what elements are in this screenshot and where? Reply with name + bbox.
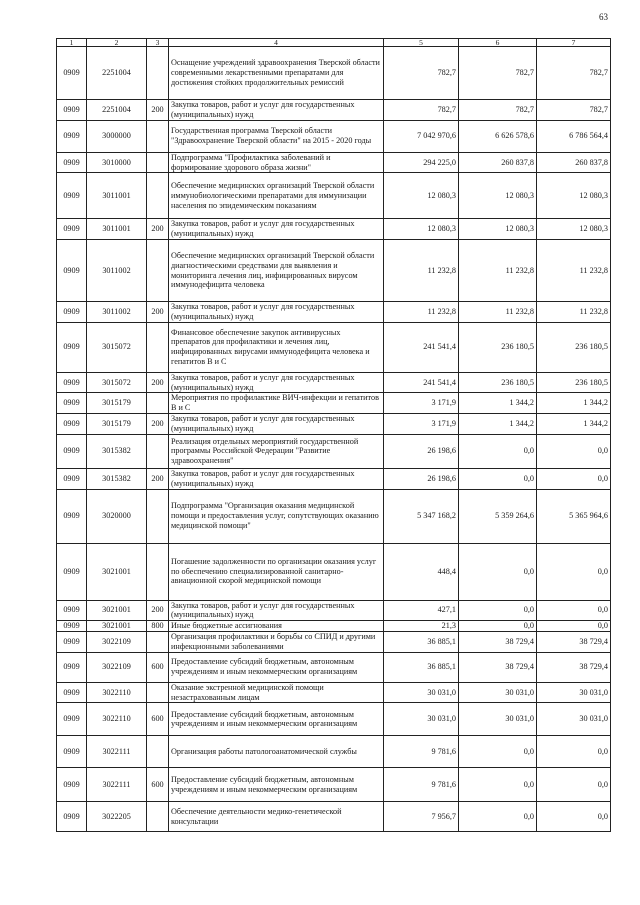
section-code-cell: 0909 — [57, 372, 87, 393]
target-code-cell: 3000000 — [87, 120, 147, 152]
item-name-cell: Закупка товаров, работ и услуг для государственных (муниципальных) нужд — [169, 600, 384, 621]
target-code-cell: 3022110 — [87, 682, 147, 703]
section-code-cell: 0909 — [57, 802, 87, 832]
amount-col6-cell: 6 626 578,6 — [459, 120, 537, 152]
table-row — [57, 632, 611, 653]
table-row — [57, 703, 611, 736]
column-number: 6 — [459, 39, 537, 47]
column-number-row — [57, 39, 611, 47]
amount-col5-cell: 448,4 — [384, 543, 459, 600]
amount-col5-cell: 294 225,0 — [384, 152, 459, 173]
amount-col7-cell: 0,0 — [537, 768, 611, 802]
amount-col5-cell: 12 080,3 — [384, 219, 459, 240]
target-code-cell: 3021001 — [87, 621, 147, 632]
target-code-cell: 3020000 — [87, 489, 147, 543]
section-code-cell: 0909 — [57, 468, 87, 489]
section-code-cell: 0909 — [57, 600, 87, 621]
table-row — [57, 621, 611, 632]
target-code-cell: 3015382 — [87, 468, 147, 489]
target-code-cell: 3022111 — [87, 768, 147, 802]
item-name-cell: Закупка товаров, работ и услуг для государственных (муниципальных) нужд — [169, 219, 384, 240]
amount-col7-cell: 0,0 — [537, 621, 611, 632]
amount-col6-cell: 0,0 — [459, 468, 537, 489]
target-code-cell: 3011001 — [87, 173, 147, 219]
item-name-cell: Закупка товаров, работ и услуг для государственных (муниципальных) нужд — [169, 414, 384, 435]
amount-col5-cell: 12 080,3 — [384, 173, 459, 219]
section-code-cell: 0909 — [57, 100, 87, 121]
section-code-cell: 0909 — [57, 302, 87, 323]
amount-col7-cell: 0,0 — [537, 736, 611, 768]
table-row — [57, 682, 611, 703]
amount-col7-cell: 30 031,0 — [537, 703, 611, 736]
table-row — [57, 120, 611, 152]
amount-col7-cell: 38 729,4 — [537, 652, 611, 682]
target-code-cell: 2251004 — [87, 100, 147, 121]
amount-col7-cell: 38 729,4 — [537, 632, 611, 653]
expense-type-cell: 200 — [147, 302, 169, 323]
amount-col6-cell: 11 232,8 — [459, 302, 537, 323]
item-name-cell: Иные бюджетные ассигнования — [169, 621, 384, 632]
amount-col6-cell: 0,0 — [459, 736, 537, 768]
expense-type-cell — [147, 152, 169, 173]
amount-col7-cell: 12 080,3 — [537, 219, 611, 240]
amount-col6-cell: 38 729,4 — [459, 652, 537, 682]
amount-col6-cell: 782,7 — [459, 47, 537, 100]
target-code-cell: 3011002 — [87, 240, 147, 302]
target-code-cell: 3021001 — [87, 600, 147, 621]
amount-col5-cell: 241 541,4 — [384, 372, 459, 393]
amount-col6-cell: 782,7 — [459, 100, 537, 121]
expense-type-cell: 200 — [147, 600, 169, 621]
item-name-cell: Предоставление субсидий бюджетным, автономным учреждениям и иным некоммерческим организациям — [169, 652, 384, 682]
section-code-cell: 0909 — [57, 434, 87, 468]
expense-type-cell: 800 — [147, 621, 169, 632]
amount-col5-cell: 7 956,7 — [384, 802, 459, 832]
amount-col5-cell: 3 171,9 — [384, 393, 459, 414]
amount-col6-cell: 30 031,0 — [459, 703, 537, 736]
amount-col6-cell: 11 232,8 — [459, 240, 537, 302]
item-name-cell: Реализация отдельных мероприятий государственной программы Российской Федерации "Развитие здравоохранения" — [169, 434, 384, 468]
amount-col6-cell: 0,0 — [459, 802, 537, 832]
section-code-cell: 0909 — [57, 652, 87, 682]
column-number: 3 — [147, 39, 169, 47]
item-name-cell: Предоставление субсидий бюджетным, автономным учреждениям и иным некоммерческим организациям — [169, 768, 384, 802]
table-row — [57, 802, 611, 832]
target-code-cell: 3022111 — [87, 736, 147, 768]
amount-col5-cell: 26 198,6 — [384, 468, 459, 489]
section-code-cell: 0909 — [57, 703, 87, 736]
target-code-cell: 3022109 — [87, 632, 147, 653]
table-row — [57, 393, 611, 414]
amount-col7-cell: 260 837,8 — [537, 152, 611, 173]
amount-col7-cell: 236 180,5 — [537, 372, 611, 393]
table-row — [57, 489, 611, 543]
item-name-cell: Государственная программа Тверской области "Здравоохранение Тверской области" на 2015 - 2020 годы — [169, 120, 384, 152]
amount-col7-cell: 6 786 564,4 — [537, 120, 611, 152]
amount-col7-cell: 782,7 — [537, 47, 611, 100]
item-name-cell: Мероприятия по профилактике ВИЧ-инфекции и гепатитов В и С — [169, 393, 384, 414]
expense-type-cell: 200 — [147, 219, 169, 240]
section-code-cell: 0909 — [57, 47, 87, 100]
table-row — [57, 372, 611, 393]
expense-type-cell — [147, 120, 169, 152]
expense-type-cell — [147, 393, 169, 414]
section-code-cell: 0909 — [57, 219, 87, 240]
section-code-cell: 0909 — [57, 682, 87, 703]
amount-col5-cell: 5 347 168,2 — [384, 489, 459, 543]
target-code-cell: 2251004 — [87, 47, 147, 100]
amount-col7-cell: 5 365 964,6 — [537, 489, 611, 543]
amount-col7-cell: 11 232,8 — [537, 240, 611, 302]
section-code-cell: 0909 — [57, 736, 87, 768]
expense-type-cell: 600 — [147, 652, 169, 682]
item-name-cell: Закупка товаров, работ и услуг для государственных (муниципальных) нужд — [169, 372, 384, 393]
section-code-cell: 0909 — [57, 543, 87, 600]
expense-type-cell — [147, 434, 169, 468]
item-name-cell: Закупка товаров, работ и услуг для государственных (муниципальных) нужд — [169, 468, 384, 489]
expense-type-cell — [147, 47, 169, 100]
target-code-cell: 3022205 — [87, 802, 147, 832]
target-code-cell: 3015072 — [87, 322, 147, 372]
item-name-cell: Предоставление субсидий бюджетным, автономным учреждениям и иным некоммерческим организациям — [169, 703, 384, 736]
item-name-cell: Погашение задолженности по организации оказания услуг по обеспечению специализированной санитарно-авиационной скорой медицинской помощи — [169, 543, 384, 600]
item-name-cell: Обеспечение медицинских организаций Тверской области иммунобиологическими препаратами для иммунизации населения по эпидемическим показаниям — [169, 173, 384, 219]
target-code-cell: 3011002 — [87, 302, 147, 323]
amount-col7-cell: 11 232,8 — [537, 302, 611, 323]
table-row — [57, 152, 611, 173]
page-number: 63 — [599, 12, 608, 22]
target-code-cell: 3015382 — [87, 434, 147, 468]
amount-col7-cell: 12 080,3 — [537, 173, 611, 219]
amount-col6-cell: 0,0 — [459, 768, 537, 802]
item-name-cell: Подпрограмма "Профилактика заболеваний и формирование здорового образа жизни" — [169, 152, 384, 173]
amount-col7-cell: 1 344,2 — [537, 414, 611, 435]
column-number: 1 — [57, 39, 87, 47]
table-row — [57, 652, 611, 682]
table-row — [57, 414, 611, 435]
expense-type-cell — [147, 240, 169, 302]
expense-type-cell — [147, 543, 169, 600]
item-name-cell: Организация профилактики и борьбы со СПИД и другими инфекционными заболеваниями — [169, 632, 384, 653]
item-name-cell: Закупка товаров, работ и услуг для государственных (муниципальных) нужд — [169, 302, 384, 323]
item-name-cell: Закупка товаров, работ и услуг для государственных (муниципальных) нужд — [169, 100, 384, 121]
amount-col5-cell: 30 031,0 — [384, 703, 459, 736]
amount-col5-cell: 26 198,6 — [384, 434, 459, 468]
amount-col5-cell: 11 232,8 — [384, 302, 459, 323]
amount-col7-cell: 0,0 — [537, 434, 611, 468]
expense-type-cell — [147, 802, 169, 832]
section-code-cell: 0909 — [57, 768, 87, 802]
amount-col5-cell: 36 885,1 — [384, 652, 459, 682]
expense-type-cell: 200 — [147, 372, 169, 393]
target-code-cell: 3015179 — [87, 414, 147, 435]
amount-col5-cell: 3 171,9 — [384, 414, 459, 435]
target-code-cell: 3015072 — [87, 372, 147, 393]
amount-col6-cell: 0,0 — [459, 600, 537, 621]
table-row — [57, 302, 611, 323]
expense-type-cell — [147, 682, 169, 703]
amount-col6-cell: 12 080,3 — [459, 219, 537, 240]
column-number: 4 — [169, 39, 384, 47]
expense-type-cell — [147, 632, 169, 653]
amount-col7-cell: 0,0 — [537, 802, 611, 832]
target-code-cell: 3015179 — [87, 393, 147, 414]
amount-col7-cell: 1 344,2 — [537, 393, 611, 414]
table-row — [57, 736, 611, 768]
expense-type-cell — [147, 173, 169, 219]
amount-col6-cell: 0,0 — [459, 434, 537, 468]
item-name-cell: Организация работы патологоанатомической службы — [169, 736, 384, 768]
expense-type-cell: 200 — [147, 468, 169, 489]
table-row — [57, 173, 611, 219]
section-code-cell: 0909 — [57, 632, 87, 653]
amount-col6-cell: 5 359 264,6 — [459, 489, 537, 543]
amount-col7-cell: 0,0 — [537, 543, 611, 600]
table-row — [57, 100, 611, 121]
target-code-cell: 3021001 — [87, 543, 147, 600]
section-code-cell: 0909 — [57, 152, 87, 173]
target-code-cell: 3022110 — [87, 703, 147, 736]
section-code-cell: 0909 — [57, 322, 87, 372]
expense-type-cell: 200 — [147, 414, 169, 435]
amount-col5-cell: 11 232,8 — [384, 240, 459, 302]
target-code-cell: 3011001 — [87, 219, 147, 240]
amount-col7-cell: 0,0 — [537, 468, 611, 489]
amount-col5-cell: 782,7 — [384, 47, 459, 100]
expense-type-cell: 600 — [147, 703, 169, 736]
expense-type-cell — [147, 736, 169, 768]
amount-col5-cell: 241 541,4 — [384, 322, 459, 372]
section-code-cell: 0909 — [57, 621, 87, 632]
amount-col6-cell: 260 837,8 — [459, 152, 537, 173]
amount-col6-cell: 38 729,4 — [459, 632, 537, 653]
column-number: 5 — [384, 39, 459, 47]
amount-col6-cell: 236 180,5 — [459, 372, 537, 393]
section-code-cell: 0909 — [57, 173, 87, 219]
amount-col5-cell: 782,7 — [384, 100, 459, 121]
amount-col5-cell: 21,3 — [384, 621, 459, 632]
amount-col7-cell: 0,0 — [537, 600, 611, 621]
expense-type-cell: 200 — [147, 100, 169, 121]
column-number: 7 — [537, 39, 611, 47]
amount-col5-cell: 7 042 970,6 — [384, 120, 459, 152]
amount-col5-cell: 30 031,0 — [384, 682, 459, 703]
amount-col6-cell: 12 080,3 — [459, 173, 537, 219]
amount-col6-cell: 1 344,2 — [459, 414, 537, 435]
section-code-cell: 0909 — [57, 240, 87, 302]
item-name-cell: Оснащение учреждений здравоохранения Тверской области современными лекарственными препаратами для достижения стойких продолжительных ремиссий — [169, 47, 384, 100]
item-name-cell: Подпрограмма "Организация оказания медицинской помощи и предоставления услуг, сопутствующих оказанию медицинской помощи" — [169, 489, 384, 543]
amount-col6-cell: 0,0 — [459, 543, 537, 600]
table-row — [57, 468, 611, 489]
item-name-cell: Оказание экстренной медицинской помощи незастрахованным лицам — [169, 682, 384, 703]
section-code-cell: 0909 — [57, 120, 87, 152]
table-row — [57, 47, 611, 100]
section-code-cell: 0909 — [57, 393, 87, 414]
column-number: 2 — [87, 39, 147, 47]
item-name-cell: Обеспечение деятельности медико-генетической консультации — [169, 802, 384, 832]
amount-col5-cell: 9 781,6 — [384, 736, 459, 768]
item-name-cell: Финансовое обеспечение закупок антивирусных препаратов для профилактики и лечения лиц, инфицированных вирусами иммунодефицита человека и гепатитов В и С — [169, 322, 384, 372]
amount-col6-cell: 236 180,5 — [459, 322, 537, 372]
table-row — [57, 768, 611, 802]
target-code-cell: 3010000 — [87, 152, 147, 173]
budget-table — [56, 38, 611, 832]
amount-col5-cell: 427,1 — [384, 600, 459, 621]
amount-col7-cell: 30 031,0 — [537, 682, 611, 703]
amount-col7-cell: 782,7 — [537, 100, 611, 121]
item-name-cell: Обеспечение медицинских организаций Тверской области диагностическими средствами для выявления и мониторинга лечения лиц, инфицированных вирусом иммунодефицита человека — [169, 240, 384, 302]
table-row — [57, 219, 611, 240]
section-code-cell: 0909 — [57, 489, 87, 543]
expense-type-cell — [147, 322, 169, 372]
target-code-cell: 3022109 — [87, 652, 147, 682]
table-row — [57, 322, 611, 372]
amount-col5-cell: 9 781,6 — [384, 768, 459, 802]
table-row — [57, 543, 611, 600]
amount-col7-cell: 236 180,5 — [537, 322, 611, 372]
amount-col6-cell: 30 031,0 — [459, 682, 537, 703]
amount-col6-cell: 0,0 — [459, 621, 537, 632]
expense-type-cell — [147, 489, 169, 543]
table-row — [57, 600, 611, 621]
amount-col5-cell: 36 885,1 — [384, 632, 459, 653]
expense-type-cell: 600 — [147, 768, 169, 802]
section-code-cell: 0909 — [57, 414, 87, 435]
table-row — [57, 434, 611, 468]
amount-col6-cell: 1 344,2 — [459, 393, 537, 414]
table-row — [57, 240, 611, 302]
